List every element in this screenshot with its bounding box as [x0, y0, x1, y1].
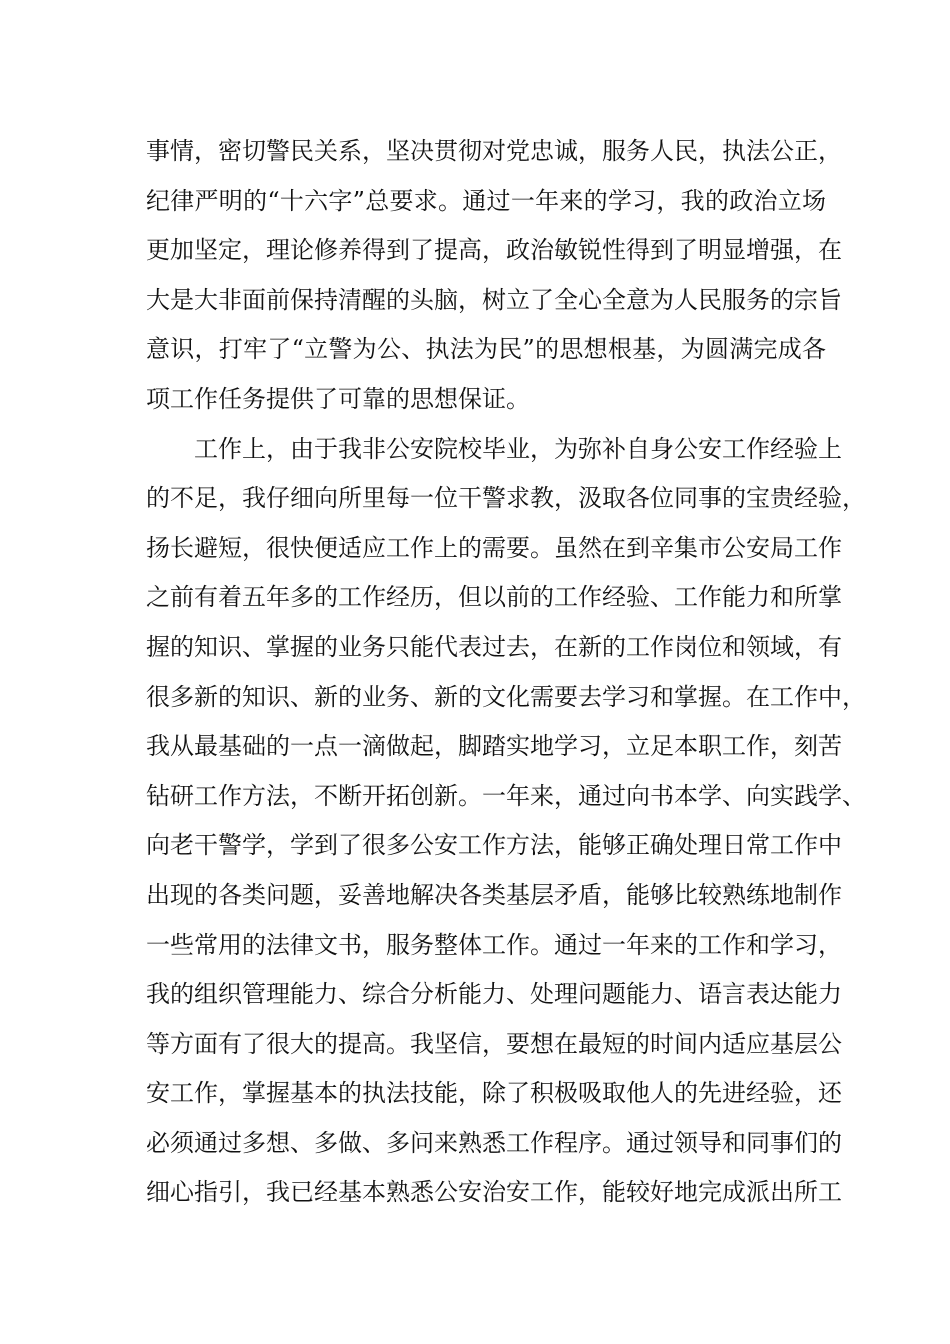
text-line: 意 识 ， 打 牢 了 “ 立 警 为 公 、 执 法 为 民 ” 的 思 想 根 基 ， 为 圆 满 完 成 各 — [146, 335, 826, 364]
text-line: 出 现 的 各 类 问 题 ， 妥 善 地 解 决 各 类 基 层 矛 盾 ， 能 够 比 较 熟 练 地 制 作 — [146, 880, 842, 909]
text-line: 细 心 指 引 ， 我 已 经 基 本 熟 悉 公 安 治 安 工 作 ， 能 较 好 地 完 成 派 出 所 工 — [146, 1178, 842, 1207]
text-line: 向 老 干 警 学 ， 学 到 了 很 多 公 安 工 作 方 法 ， 能 够 正 确 处 理 日 常 工 作 中 — [146, 831, 842, 860]
text-line: 大 是 大 非 面 前 保 持 清 醒 的 头 脑 ， 树 立 了 全 心 全 意 为 人 民 服 务 的 宗 旨 — [146, 285, 842, 314]
text-line: 我 的 组 织 管 理 能 力 、 综 合 分 析 能 力 、 处 理 问 题 能 力 、 语 言 表 达 能 力 — [146, 980, 842, 1009]
text-line: 安 工 作 ， 掌 握 基 本 的 执 法 技 能 ， 除 了 积 极 吸 取 他 人 的 先 进 经 验 ， 还 — [146, 1079, 842, 1108]
text-line: 我 从 最 基 础 的 一 点 一 滴 做 起 ， 脚 踏 实 地 学 习 ， 立 足 本 职 工 作 ， 刻 苦 — [146, 732, 842, 761]
text-line: 一 些 常 用 的 法 律 文 书 ， 服 务 整 体 工 作 。 通 过 一 年 来 的 工 作 和 学 习 ， — [146, 930, 842, 959]
text-line: 纪 律 严 明 的 “ 十 六 字 ” 总 要 求 。 通 过 一 年 来 的 学 习 ， 我 的 政 治 立 场 — [146, 186, 826, 215]
paragraph-2 — [146, 425, 866, 1219]
text-line: 的 不 足 ， 我 仔 细 向 所 里 每 一 位 干 警 求 教 ， 汲 取 各 位 同 事 的 宝 贵 经 验 ， — [146, 484, 866, 513]
text-line: 必 须 通 过 多 想 、 多 做 、 多 问 来 熟 悉 工 作 程 序 。 通 过 领 导 和 同 事 们 的 — [146, 1128, 842, 1157]
text-line: 很 多 新 的 知 识 、 新 的 业 务 、 新 的 文 化 需 要 去 学 习 和 掌 握 。 在 工 作 中 ， — [146, 682, 866, 711]
text-line: 项工作任务提供了可靠的思想保证。 — [146, 384, 530, 413]
text-line: 更 加 坚 定 ， 理 论 修 养 得 到 了 提 高 ， 政 治 敏 锐 性 得 到 了 明 显 增 强 ， 在 — [146, 236, 842, 265]
text-line: 之 前 有 着 五 年 多 的 工 作 经 历 ， 但 以 前 的 工 作 经 验 、 工 作 能 力 和 所 掌 — [146, 583, 842, 612]
text-line: 事 情 ， 密 切 警 民 关 系 ， 坚 决 贯 彻 对 党 忠 诚 ， 服 务 人 民 ， 执 法 公 正 ， — [146, 137, 842, 165]
paragraph-1 — [146, 127, 842, 425]
text-line: 握 的 知 识 、 掌 握 的 业 务 只 能 代 表 过 去 ， 在 新 的 工 作 岗 位 和 领 域 ， 有 — [146, 632, 842, 661]
document-body — [146, 127, 866, 1218]
text-line: 工 作 上 ， 由 于 我 非 公 安 院 校 毕 业 ， 为 弥 补 自 身 公 安 工 作 经 验 上 — [194, 434, 842, 463]
text-line: 钻 研 工 作 方 法 ， 不 断 开 拓 创 新 。 一 年 来 ， 通 过 向 书 本 学 、 向 实 践 学 、 — [146, 781, 866, 810]
text-line: 等 方 面 有 了 很 大 的 提 高 。 我 坚 信 ， 要 想 在 最 短 的 时 间 内 适 应 基 层 公 — [146, 1029, 842, 1058]
text-line: 扬 长 避 短 ， 很 快 便 适 应 工 作 上 的 需 要 。 虽 然 在 到 辛 集 市 公 安 局 工 作 — [146, 533, 842, 562]
